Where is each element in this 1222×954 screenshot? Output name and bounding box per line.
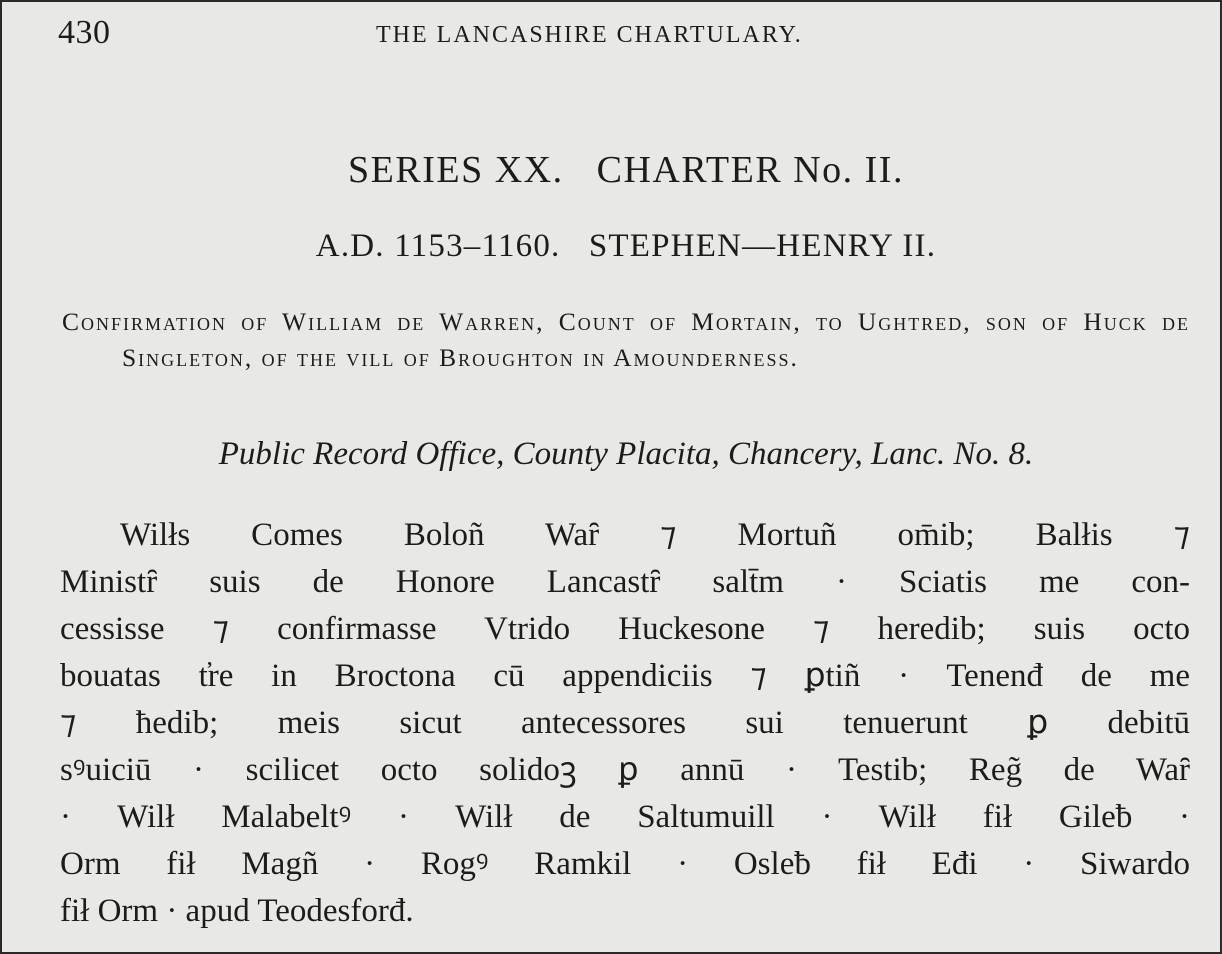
charter-line: Orm fił Magñ · Rogꝰ Ramkil · Osleƀ fił Eđi · Siwardo	[60, 846, 1190, 882]
series-charter-heading: SERIES XX. CHARTER No. II.	[348, 149, 904, 191]
charter-line: bouatas t̕re in Broctona cū appendiciis ⁊ ꝑtiñ · Tenenđ de me	[60, 658, 1190, 694]
charter-summary-text: Confirmation of William de Warren, Count of Mortain, to Ughtred, son of Huck de Singleton, of the vill of Broughton in Amounderness.	[62, 307, 1190, 372]
charter-line: · Wilł Malabeltꝰ · Wilł de Saltumuill · Wilł fił Gileƀ ·	[60, 799, 1190, 835]
charter-line: Ministȓ suis de Honore Lancastȓ salt̄m · Sciatis me con-	[60, 564, 1190, 600]
charter-line: fił Orm · apud Teodesforđ.	[60, 893, 414, 929]
running-title: THE LANCASHIRE CHARTULARY.	[376, 22, 803, 48]
page-number: 430	[58, 14, 111, 51]
source-citation: Public Record Office, County Placita, Chancery, Lanc. No. 8.	[218, 436, 1034, 472]
charter-line: sꝰuiciū · scilicet octo solidoꝫ ꝑ annū · Testib; Reg̃ de Waȓ	[60, 752, 1190, 788]
running-head	[58, 14, 1180, 54]
charter-line: cessisse ⁊ confirmasse Vtrido Huckesone ⁊ heredib; suis octo	[60, 611, 1190, 647]
date-reign-heading: A.D. 1153–1160. STEPHEN—HENRY II.	[315, 228, 937, 264]
charter-line: ⁊ ħedib; meis sicut antecessores sui tenuerunt ꝑ debitū	[60, 705, 1190, 741]
charter-line: Wilłs Comes Boloñ Waȓ ⁊ Mortuñ om̄ib; Balłis ⁊	[120, 517, 1190, 553]
charter-summary	[62, 304, 1190, 376]
charter-text	[60, 512, 1190, 935]
